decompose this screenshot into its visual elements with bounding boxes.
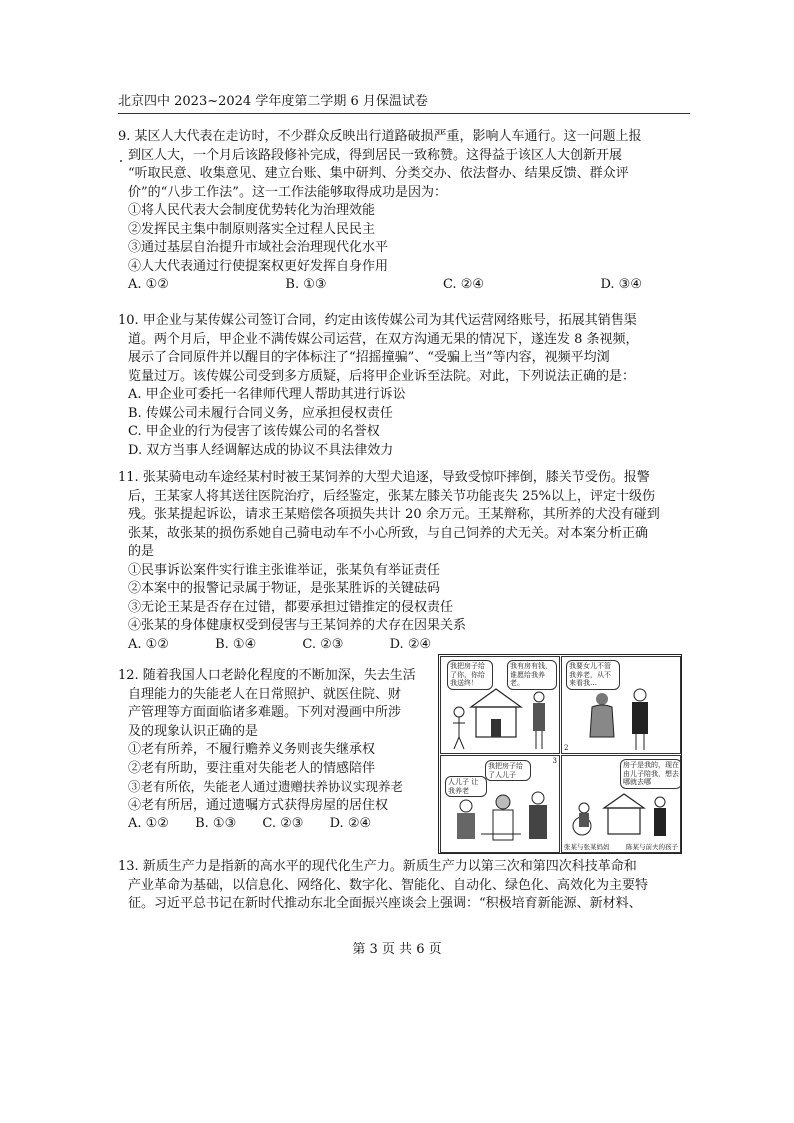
panel-4-caption xyxy=(564,843,678,852)
q10-stem-line: 道。两个月后，甲企业不满传媒公司运营，在双方沟通无果的情况下，遂连发 8 条视频， xyxy=(128,331,639,347)
panel-2-bubble: 我要女儿不管我养老，从不来看我… xyxy=(566,660,620,690)
q10-stem-line: 览量过万。该传媒公司受到多方质疑，后将甲企业诉至法院。对此，下列说法正确的是： xyxy=(128,368,636,384)
elderly-care-comic xyxy=(438,654,682,854)
panel-1-bubble-left: 我把房子给了你，你给我送终！ xyxy=(447,660,493,690)
q9-stem-line: 9. 某区人大代表在走访时，不少群众反映出行道路破损严重，影响人车通行。这一问题上报 xyxy=(118,129,642,144)
q12-stem-line: 及的现象认识正确的是 xyxy=(128,723,259,739)
q9-option-a[interactable]: A. ①② xyxy=(128,277,169,292)
question-9 xyxy=(118,128,682,295)
q10-option-d[interactable]: D. 双方当事人经调解达成的协议不具法律效力 xyxy=(128,442,394,458)
q12-item: ①老有所养，不履行赡养义务则丧失继承权 xyxy=(128,742,376,757)
q12-option-a[interactable]: A. ①② xyxy=(128,816,169,831)
q12-stem-line: 12. 随着我国人口老龄化程度的不断加深，失去生活 xyxy=(118,668,416,683)
comic-panel-1 xyxy=(440,656,560,754)
question-10 xyxy=(118,312,682,460)
panel-3-bubble-left: 人儿子 让 我养老 xyxy=(445,776,487,797)
q10-stem-line: 10. 甲企业与某传媒公司签订合同，约定由该传媒公司为其代运营网络账号，拓展其销售渠 xyxy=(118,313,637,328)
q11-options xyxy=(118,636,682,655)
q11-option-c[interactable]: C. ②③ xyxy=(302,636,344,652)
q10-option-b[interactable]: B. 传媒公司未履行合同义务，应承担侵权责任 xyxy=(128,405,393,421)
q9-item: ①将人民代表大会制度优势转化为治理效能 xyxy=(128,203,376,218)
q11-stem-line: 后，王某家人将其送往医院治疗，后经鉴定，张某左膝关节功能丧失 25%以上，评定十级伤 xyxy=(128,488,656,504)
q12-item: ④老有所居，通过遗嘱方式获得房屋的居住权 xyxy=(128,797,389,813)
q11-stem-line: 的是 xyxy=(128,544,155,559)
q12-stem-line: 产管理等方面面临诸多难题。下列对漫画中所涉 xyxy=(128,705,402,720)
q9-item: ②发挥民主集中制原则落实全过程人民民主 xyxy=(128,221,376,237)
question-13 xyxy=(118,858,682,914)
q10-option-a[interactable]: A. 甲企业可委托一名律师代理人帮助其进行诉讼 xyxy=(128,387,406,402)
q12-stem-line: 自理能力的失能老人在日常照护、就医住院、财 xyxy=(128,686,402,702)
q11-item: ④张某的身体健康权受到侵害与王某饲养的犬存在因果关系 xyxy=(128,618,467,633)
comic-panel-3: 我把房子给了人儿子 人儿子 让 我养老 3 xyxy=(440,755,560,853)
q12-option-d[interactable]: D. ②④ xyxy=(329,816,372,831)
q13-stem-line: 13. 新质生产力是指新的高水平的现代化生产力。新质生产力以第三次和第四次科技革命和 xyxy=(118,859,637,874)
q10-stem-line: 展示了合同原件并以醒目的字体标注了“招摇撞骗”、“受骗上当”等内容，视频平均浏 xyxy=(128,350,610,365)
q11-option-b[interactable]: B. ①④ xyxy=(215,636,257,652)
q13-stem-line: 征。习近平总书记在新时代推动东北全面振兴座谈会上强调：“积极培育新能源、新材料、 xyxy=(128,896,642,911)
q12-item: ③老有所依，失能老人通过遗赠扶养协议实现养老 xyxy=(128,779,404,794)
q11-option-d[interactable]: D. ②④ xyxy=(389,636,432,652)
q9-option-b[interactable]: B. ①③ xyxy=(285,277,327,292)
q11-stem-line: 残。张某提起诉讼，请求王某赔偿各项损失共计 20 余万元。王某辩称，其所养的犬没有碰到 xyxy=(128,507,660,522)
caption-left: 张某与张某妈妈 xyxy=(564,842,610,851)
q9-options xyxy=(118,276,682,295)
q9-item: ③通过基层自治提升市域社会治理现代化水平 xyxy=(128,240,389,255)
q9-option-c[interactable]: C. ②④ xyxy=(442,277,485,292)
q12-item: ②老有所助，要注重对失能老人的情感陪伴 xyxy=(128,760,376,776)
q11-stem-line: 张某，故张某的损伤系她自己骑电动车不小心所致，与自己饲养的犬无关。对本案分析正确 xyxy=(128,525,649,541)
q9-stem-line: 到区人大，一个月后该路段修补完成，得到居民一致称赞。这得益于该区人大创新开展 xyxy=(128,147,623,163)
q11-item: ②本案中的报警记录属于物证，是张某胜诉的关键砝码 xyxy=(128,581,441,596)
q9-stem-line: “听取民意、收集意见、建立台账、集中研判、分类交办、依法督办、结果反馈、群众评 xyxy=(128,166,629,181)
q10-option-c[interactable]: C. 甲企业的行为侵害了该传媒公司的名誉权 xyxy=(128,424,380,439)
q11-item: ①民事诉讼案件实行谁主张谁举证，张某负有举证责任 xyxy=(128,562,441,578)
panel-1-bubble-right: 我有房有钱，谁愿给我养老。 xyxy=(507,660,557,690)
q11-item: ③无论王某是否存在过错，都要承担过错推定的侵权责任 xyxy=(128,599,454,615)
question-11 xyxy=(118,469,682,654)
comic-panel-2: 我要女儿不管我养老，从不来看我… 2 xyxy=(561,656,681,754)
q13-stem-line: 产业革命为基础，以信息化、网络化、数字化、智能化、自动化、绿色化、高效化为主要特 xyxy=(128,877,649,893)
page-footer: 第 3 页 共 6 页 xyxy=(352,942,442,957)
q12-option-c[interactable]: C. ②③ xyxy=(262,816,304,831)
q12-options xyxy=(118,815,436,834)
exam-header: 北京四中 2023~2024 学年度第二学期 6 月保温试卷 xyxy=(118,90,690,114)
q12-option-b[interactable]: B. ①③ xyxy=(195,816,237,831)
question-12 xyxy=(118,667,436,834)
q11-option-a[interactable]: A. ①② xyxy=(128,636,169,652)
q9-item: ④人大代表通过行使提案权更好发挥自身作用 xyxy=(128,258,389,274)
panel-4-bubble: 房子是我的，现在由儿子陪我，想去哪就去哪 xyxy=(620,759,681,789)
comic-panel-4 xyxy=(561,755,681,853)
q9-option-d[interactable]: D. ③④ xyxy=(600,277,642,292)
panel-3-bubble-right: 我把房子给了人儿子 xyxy=(485,760,531,781)
q9-stem-line: 价”的“八步工作法”。这一工作法能够取得成功是因为： xyxy=(128,184,447,200)
q11-stem-line: 11. 张某骑电动车途经某村时被王某饲养的大型犬追逐，导致受惊吓摔倒，膝关节受伤。报警 xyxy=(118,470,650,485)
caption-right: 陈某与前夫的孩子 xyxy=(626,842,678,851)
